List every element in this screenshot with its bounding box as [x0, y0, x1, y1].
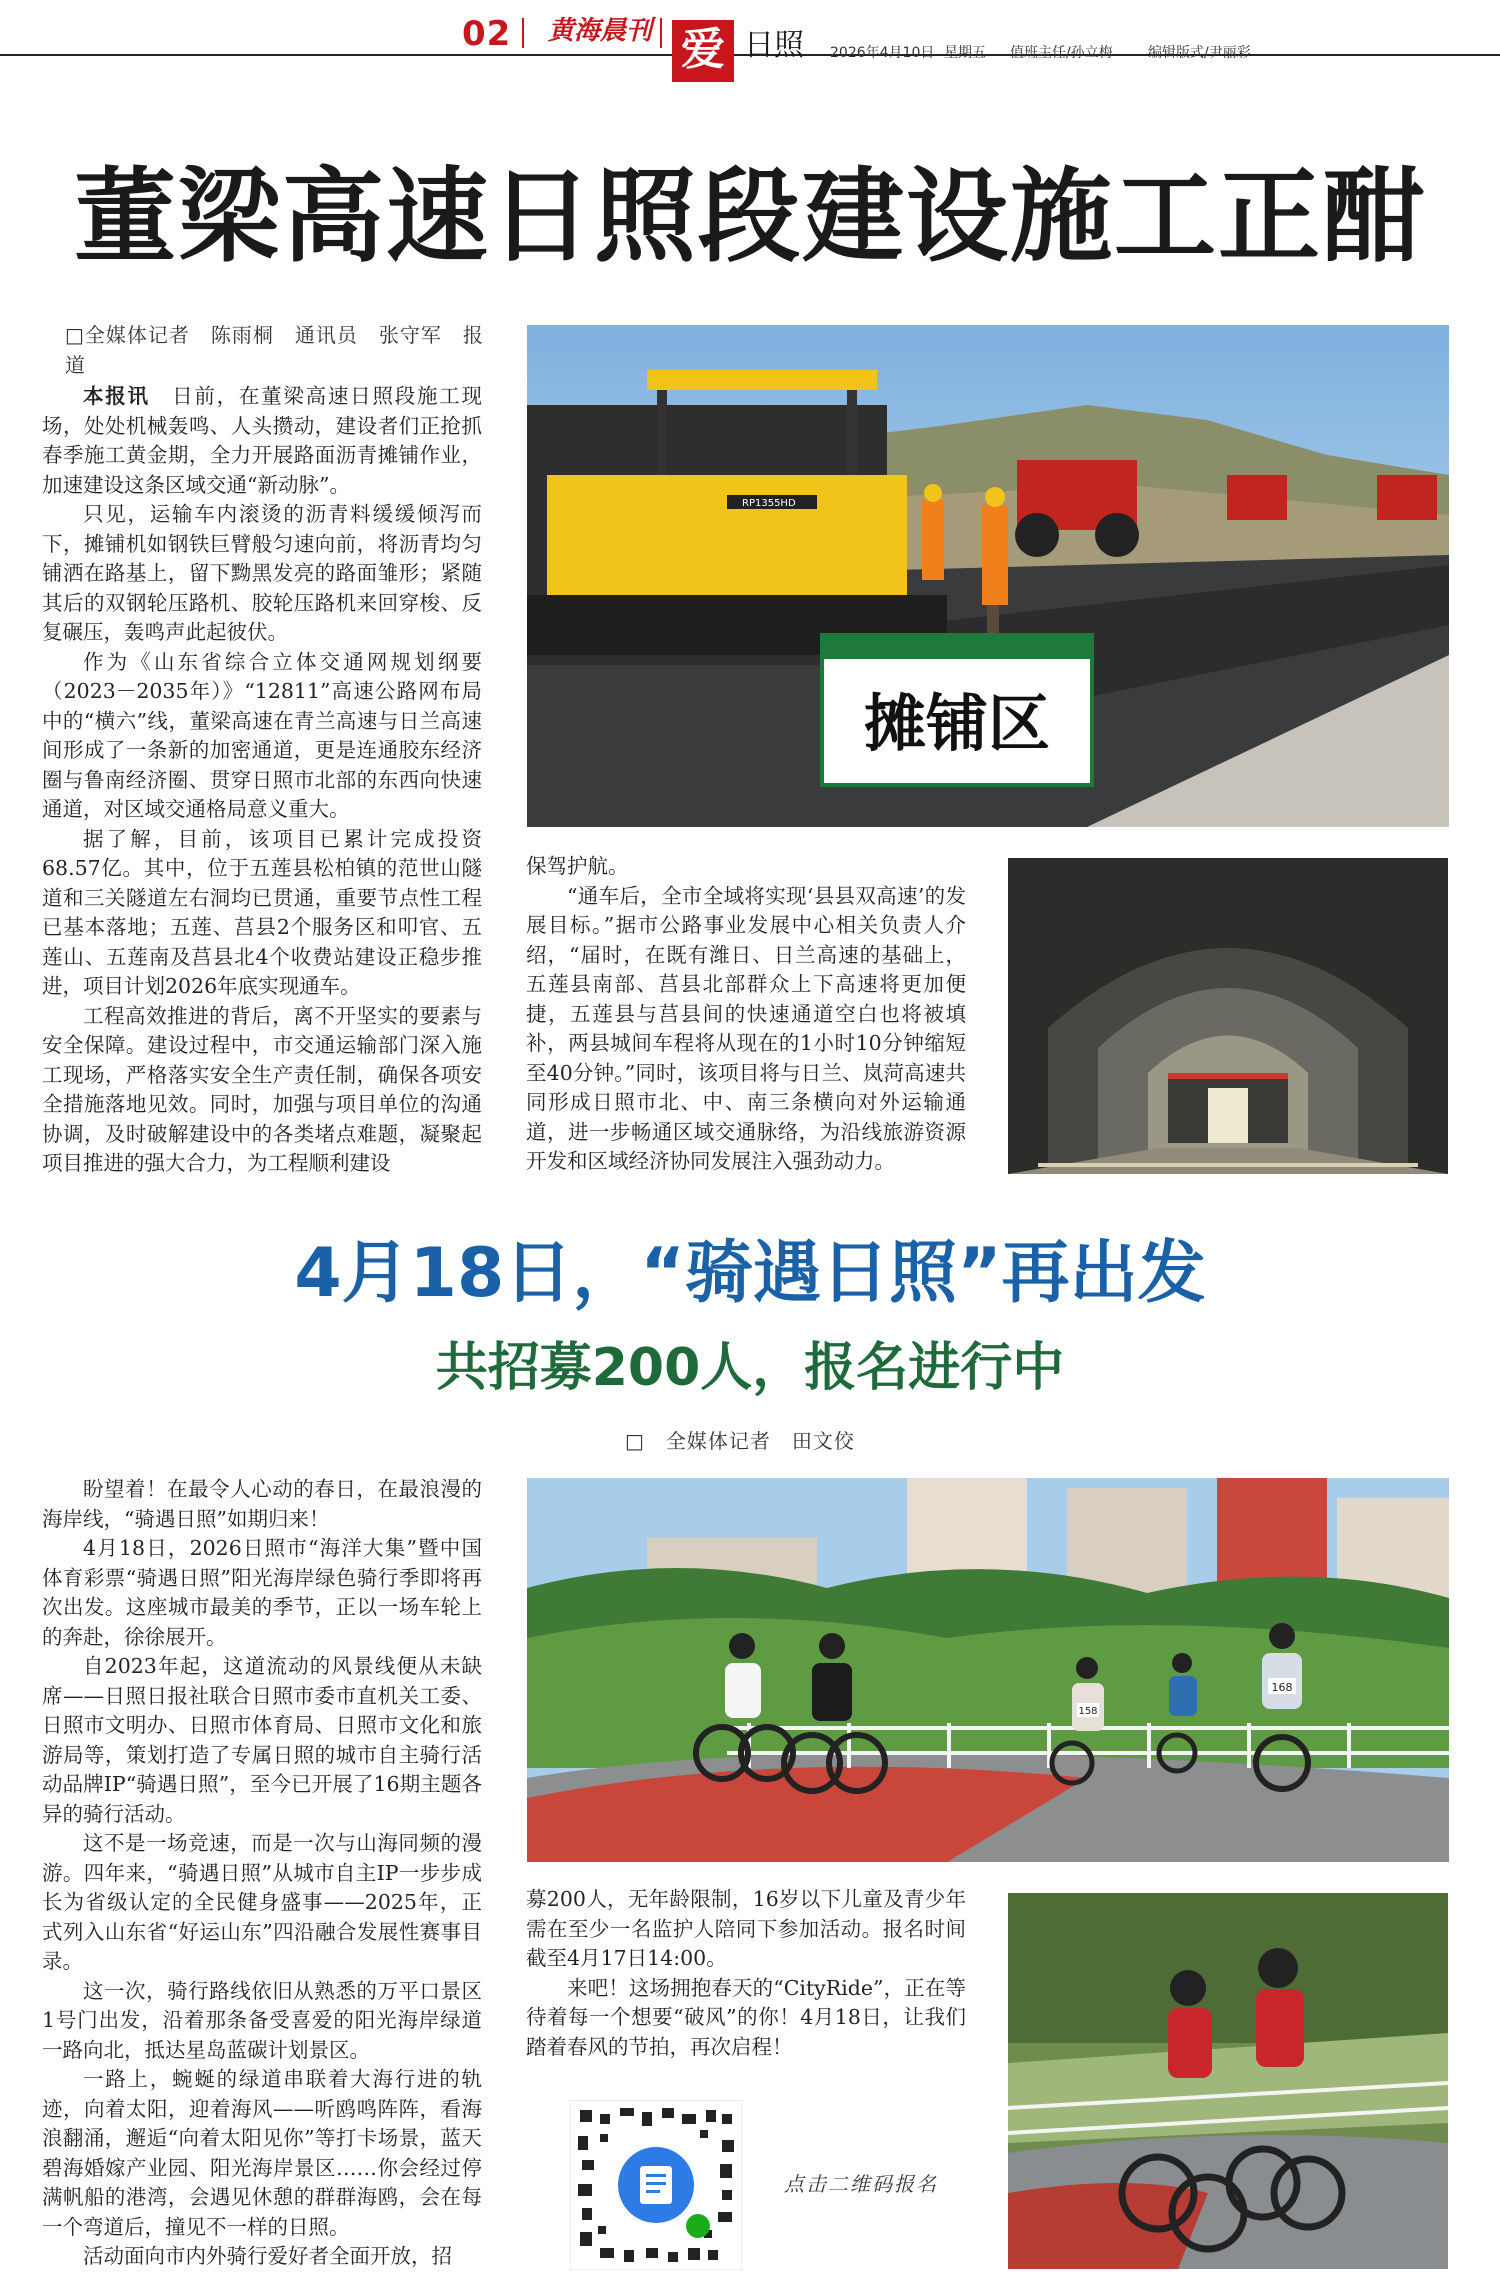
article2-paragraph: 来吧！这场拥抱春天的“CityRide”，正在等待着每一个想要“破风”的你！4月18日，让我们踏着春风的节拍，再次启程！ [526, 1975, 966, 2059]
article1-paragraph: “通车后，全市全域将实现‘县县双高速’的发展目标。”据市公路事业发展中心相关负责人介绍，“届时，在既有潍日、日兰高速的基础上，五莲县南部、莒县北部群众上下高速将更加便捷，五莲县与莒县间的快速通道空白也将被填补，两县城间车程将从现在的1小时10分钟缩短至40分钟。”同时，该项目将与日兰、岚菏高速共同形成日照市北、中、南三条横向对外运输通道，进一步畅通区域交通脉络，为沿线旅游资源开发和区域经济协同发展注入强劲动力。 [526, 883, 966, 1173]
article2-column2 [526, 1885, 966, 2065]
duty-editor: 值班主任/孙立梅 [1010, 45, 1113, 61]
masthead-divider [522, 18, 524, 48]
article1-column2 [526, 852, 966, 1182]
qr-caption: 点击二维码报名 [784, 2172, 938, 2196]
cyclists-photo [527, 1478, 1449, 1862]
article1-paragraph: 日前，在董梁高速日照段施工现场，处处机械轰鸣、人头攒动，建设者们正抢抓春季施工黄金期，全力开展路面沥青摊铺作业，加速建设这条区域交通“新动脉”。 [42, 384, 482, 497]
page-number: 02 [462, 14, 512, 54]
article1-paragraph: 据了解，目前，该项目已累计完成投资68.57亿。其中，位于五莲县松柏镇的范世山隧道和三关隧道左右洞均已贯通，重要节点性工程已基本落地；五莲、莒县2个服务区和叩官、五莲山、五莲南及莒县北4个收费站建设正稳步推进，项目计划2026年底实现通车。 [42, 826, 482, 998]
article1-paragraph: 只见，运输车内滚烫的沥青料缓缓倾泻而下，摊铺机如钢铁巨臂般匀速向前，将沥青均匀铺洒在路基上，留下黝黑发亮的路面雏形；紧随其后的双钢轮压路机、胶轮压路机来回穿梭、反复碾压，轰鸣声此起彼伏。 [42, 502, 482, 644]
masthead [0, 0, 1500, 80]
article1-headline: 董梁高速日照段建设施工正酣 [74, 158, 1426, 277]
article2-paragraph: 一路上，蜿蜒的绿道串联着大海行进的轨迹，向着太阳，迎着海风——听鸥鸣阵阵，看海浪翻涌，邂逅“向着太阳见你”等打卡场景，蓝天碧海婚嫁产业园、阳光海岸景区……你会经过停满帆船的港湾，会遇见休憩的群群海鸥，会在每一个弯道后，撞见不一样的日照。 [42, 2067, 482, 2239]
article2-paragraph: 这不是一场竞速，而是一次与山海同频的漫游。四年来，“骑遇日照”从城市自主IP一步步成长为省级认定的全民健身盛事——2025年，正式列入山东省“好运山东”四沿融合发展性赛事目录。 [42, 1831, 482, 1973]
lead-label: 本报讯 [83, 384, 150, 408]
section-name: 日照 [744, 28, 804, 63]
article1-byline: □全媒体记者 陈雨桐 通讯员 张守军 报道 [65, 323, 484, 377]
paver-model-label: RP1355HD [742, 498, 796, 509]
article2-paragraph: 募200人，无年龄限制，16岁以下儿童及青少年需在至少一名监护人陪同下参加活动。报名时间截至4月17日14:00。 [526, 1887, 966, 1970]
article2-headline: 4月18日，“骑遇日照”再出发 [294, 1234, 1206, 1313]
issue-date: 2026年4月10日 [830, 45, 935, 61]
article2-byline: □ 全媒体记者 田文佼 [625, 1429, 855, 1453]
layout-editor: 编辑版式/尹丽彩 [1148, 45, 1251, 61]
article1-column1 [42, 382, 482, 1174]
article2-paragraph: 活动面向市内外骑行爱好者全面开放，招 [83, 2244, 452, 2268]
article2-paragraph: 这一次，骑行路线依旧从熟悉的万平口景区1号门出发，沿着那条备受喜爱的阳光海岸绿道一路向北，抵达星岛蓝碳计划景区。 [42, 1978, 482, 2062]
issue-weekday: 星期五 [944, 45, 986, 61]
article2-paragraph: 盼望着！在最令人心动的春日，在最浪漫的海岸线，“骑遇日照”如期归来！ [42, 1477, 482, 1531]
article1-paragraph: 工程高效推进的背后，离不开坚实的要素与安全保障。建设过程中，市交通运输部门深入施工现场，严格落实安全生产责任制，确保各项安全措施落地见效。同时，加强与项目单位的沟通协调，及时破解建设中的各类堵点难题，凝聚起项目推进的强大合力，为工程顺利建设 [42, 1003, 482, 1174]
rider-bib: 158 [1078, 1706, 1098, 1717]
article2-subheadline: 共招募200人，报名进行中 [435, 1338, 1065, 1398]
family-cycling-photo [1008, 1893, 1448, 2269]
article2-column1 [42, 1475, 482, 2272]
section-logo: 爱 [672, 20, 734, 82]
masthead-divider [660, 18, 662, 48]
rider-bib: 168 [1271, 1681, 1293, 1694]
paper-name: 黄海晨刊 [548, 16, 653, 46]
article1-paragraph: 保驾护航。 [526, 854, 629, 878]
article1-paragraph: 作为《山东省综合立体交通网规划纲要（2023－2035年）》“12811”高速公路网布局中的“横六”线，董梁高速在青兰高速与日兰高速间形成了一条新的加密通道，更是连通胶东经济圈与鲁南经济圈、贯穿日照市北部的东西向快速通道，对区域交通格局意义重大。 [42, 649, 482, 821]
paving-zone-sign: 摊铺区 [863, 687, 1051, 760]
registration-qr-code[interactable] [570, 2100, 742, 2270]
article2-paragraph: 自2023年起，这道流动的风景线便从未缺席——日照日报社联合日照市委市直机关工委、日照市文明办、日照市体育局、日照市文化和旅游局等，策划打造了专属日照的城市自主骑行活动品牌IP“骑遇日照”，至今已开展了16期主题各异的骑行活动。 [42, 1654, 482, 1826]
article2-paragraph: 4月18日，2026日照市“海洋大集”暨中国体育彩票“骑遇日照”阳光海岸绿色骑行季即将再次出发。这座城市最美的季节，正以一场车轮上的奔赴，徐徐展开。 [42, 1536, 482, 1649]
paving-photo [527, 325, 1449, 827]
tunnel-photo [1008, 858, 1448, 1174]
